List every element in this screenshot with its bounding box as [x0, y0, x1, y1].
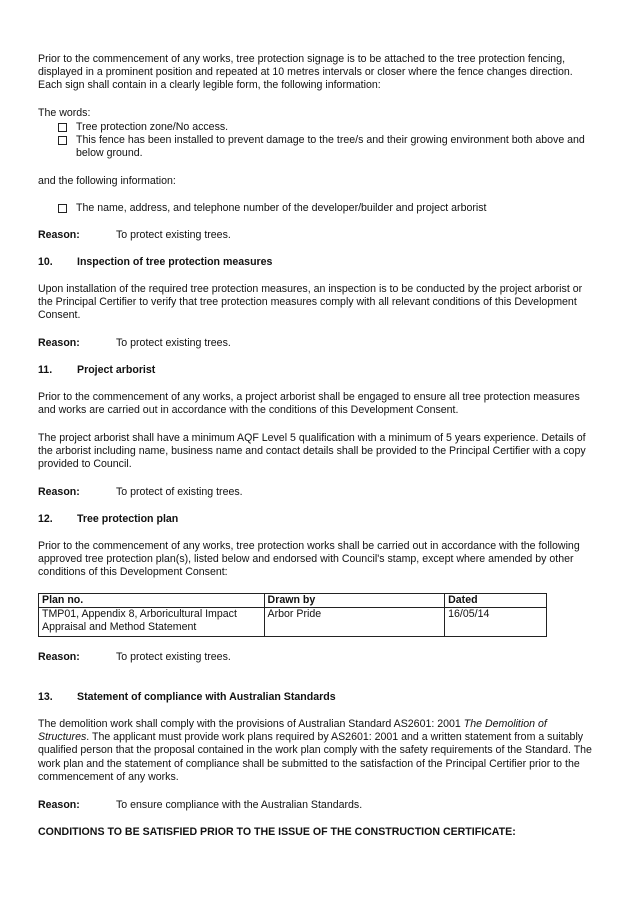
section-title: Inspection of tree protection measures — [77, 256, 273, 268]
checkbox-item-text: Tree protection zone/No access. — [76, 121, 229, 133]
section-body: Prior to the commencement of any works, a project arborist shall be engaged to ensure all tree protection measures and works are carried out in accordance with the conditions of this Development Consent. — [38, 391, 580, 417]
reason-label: Reason: — [38, 799, 80, 811]
reason-label: Reason: — [38, 651, 80, 663]
plans-table — [38, 593, 547, 637]
table-row — [39, 608, 547, 637]
reason-line — [38, 486, 243, 499]
intro-paragraph: Prior to the commencement of any works, tree protection signage is to be attached to the tree protection fencing, displayed in a prominent position and repeated at 10 metres intervals or closer where the fence changes direction. Each sign shall contain in a clearly legible form, the following information: — [38, 53, 573, 92]
checkbox-item — [58, 202, 598, 215]
section-heading — [38, 364, 155, 377]
table-cell: Arbor Pride — [264, 608, 445, 637]
reason-label: Reason: — [38, 486, 80, 498]
checkbox-item-text: The name, address, and telephone number of the developer/builder and project arborist — [76, 202, 487, 214]
table-header-cell: Drawn by — [264, 594, 445, 608]
checkbox-item — [58, 121, 598, 134]
reason-label: Reason: — [38, 337, 80, 349]
reason-line — [38, 229, 231, 242]
section-title: Project arborist — [77, 364, 156, 376]
checkbox-icon — [58, 204, 67, 213]
section-number: 10. — [38, 256, 53, 268]
table-header-cell: Dated — [445, 594, 547, 608]
section-title: Statement of compliance with Australian Standards — [77, 691, 336, 703]
reason-text: To protect of existing trees. — [116, 486, 243, 498]
section-body: The project arborist shall have a minimum AQF Level 5 qualification with a minimum of 5 years experience. Details of the arborist including name, business name and contact details shall be provided to the Principal Certifier with a copy provided to Council. — [38, 432, 586, 471]
table-header-cell: Plan no. — [39, 594, 265, 608]
info-label: and the following information: — [38, 175, 176, 187]
section-number: 13. — [38, 691, 53, 703]
section-heading — [38, 256, 272, 269]
table-cell: TMP01, Appendix 8, Arboricultural Impact Appraisal and Method Statement — [39, 608, 265, 637]
standard-title: The Demolition of Structures — [38, 718, 547, 744]
section-heading — [38, 513, 178, 526]
table-cell: 16/05/14 — [445, 608, 547, 637]
section-body: Upon installation of the required tree protection measures, an inspection is to be conducted by the project arborist or the Principal Certifier to verify that tree protection measures comply with all relevant conditions of this Development Consent. — [38, 283, 583, 322]
reason-line — [38, 799, 362, 812]
reason-text: To ensure compliance with the Australian Standards. — [116, 799, 363, 811]
section-number: 11. — [38, 364, 53, 376]
table-header-row — [39, 594, 547, 608]
checkbox-item-text: This fence has been installed to prevent damage to the tree/s and their growing environment both above and below ground. — [76, 134, 585, 160]
reason-text: To protect existing trees. — [116, 651, 231, 663]
checkbox-item — [58, 134, 598, 160]
section-body-text: . The applicant must provide work plans required by AS2601: 2001 and a written statement from a suitably qualified person that the proposal contained in the work plan comply with the safety requirements of the Standard. The work plan and the statement of compliance shall be submitted to the satisfaction of the Principal Certifier prior to the commencement of any works. — [38, 731, 592, 783]
section-body — [38, 718, 598, 784]
reason-line — [38, 651, 231, 664]
reason-line — [38, 337, 231, 350]
reason-label: Reason: — [38, 229, 80, 241]
checkbox-icon — [58, 136, 67, 145]
checkbox-icon — [58, 123, 67, 132]
conditions-heading: CONDITIONS TO BE SATISFIED PRIOR TO THE ISSUE OF THE CONSTRUCTION CERTIFICATE: — [38, 826, 516, 838]
section-title: Tree protection plan — [77, 513, 179, 525]
section-body: Prior to the commencement of any works, tree protection works shall be carried out in accordance with the following approved tree protection plan(s), listed below and endorsed with Council's stamp, except where amended by other conditions of this Development Consent: — [38, 540, 580, 579]
words-label: The words: — [38, 107, 91, 119]
section-body-text: The demolition work shall comply with the provisions of Australian Standard AS2601: 2001 — [38, 718, 464, 730]
section-heading — [38, 691, 336, 704]
reason-text: To protect existing trees. — [116, 229, 231, 241]
reason-text: To protect existing trees. — [116, 337, 231, 349]
section-number: 12. — [38, 513, 53, 525]
